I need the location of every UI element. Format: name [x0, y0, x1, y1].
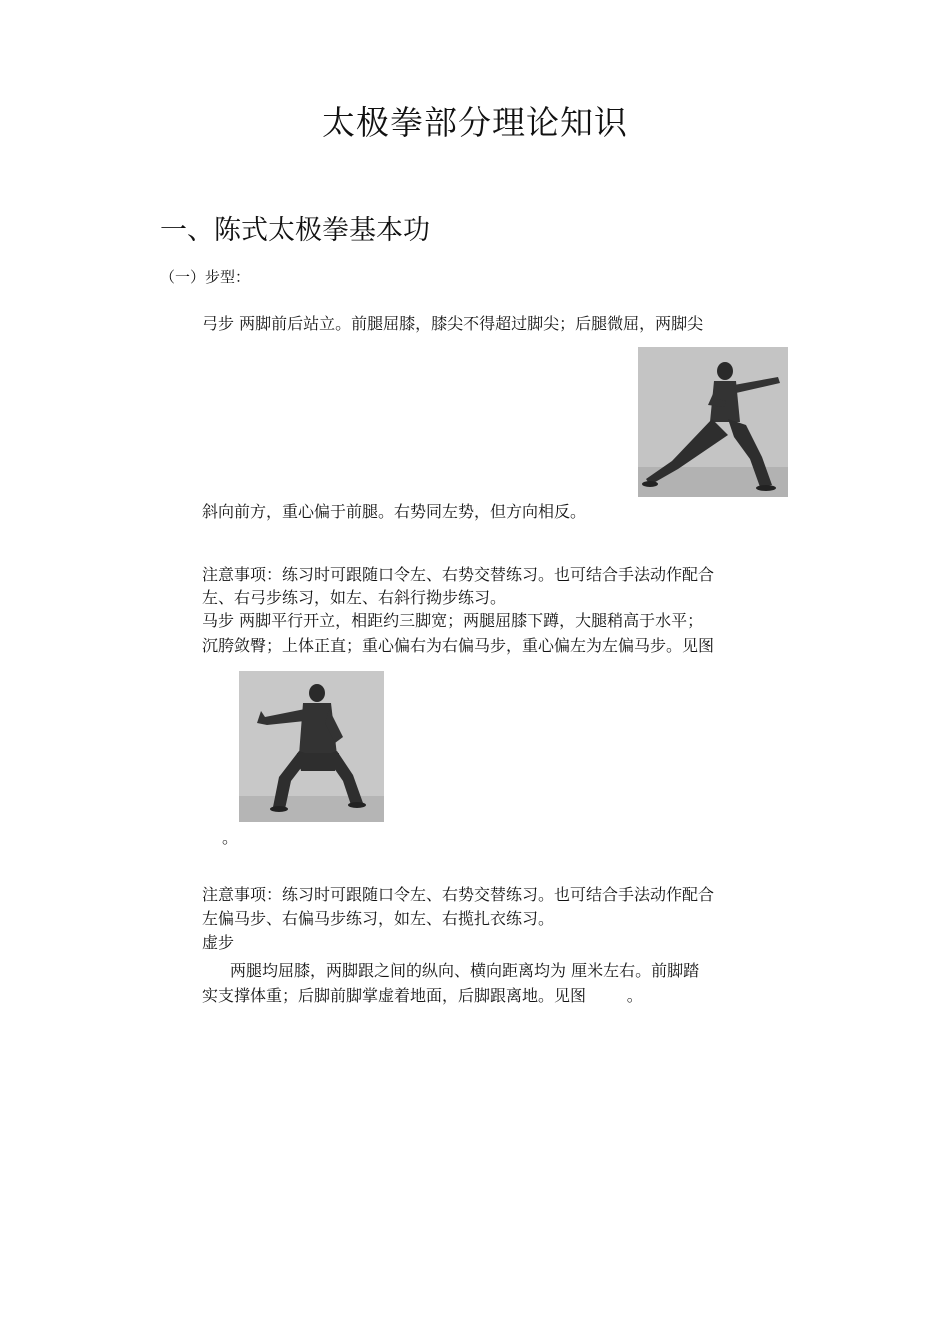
gongbu-note-1: 注意事项：练习时可跟随口令左、右势交替练习。也可结合手法动作配合 — [202, 565, 715, 584]
mabu-line-1: 马步 两脚平行开立，相距约三脚宽；两腿屈膝下蹲，大腿稍高于水平； — [202, 611, 704, 630]
gongbu-photo — [638, 347, 788, 497]
gongbu-figure-image — [638, 347, 788, 497]
xubu-line-1: 两腿均屈膝，两脚跟之间的纵向、横向距离均为 厘米左右。前脚踏 — [230, 961, 700, 980]
xubu-label: 虚步 — [202, 933, 235, 952]
mabu-note-2: 左偏马步、右偏马步练习，如左、右揽扎衣练习。 — [202, 909, 555, 928]
gongbu-line-1: 弓步 两脚前后站立。前腿屈膝，膝尖不得超过脚尖；后腿微屈，两脚尖 — [202, 314, 704, 333]
mabu-end-punct: 。 — [222, 828, 239, 847]
subsection-heading: （一）步型： — [160, 268, 251, 286]
mabu-figure-image — [239, 671, 384, 822]
gongbu-note-2: 左、右弓步练习，如左、右斜行拗步练习。 — [202, 588, 507, 607]
xubu-line-2: 实支撑体重；后脚前脚掌虚着地面，后脚跟离地。见图 。 — [202, 986, 643, 1005]
gongbu-line-2: 斜向前方，重心偏于前腿。右势同左势，但方向相反。 — [202, 502, 587, 521]
page-title: 太极拳部分理论知识 — [322, 103, 628, 142]
mabu-note-1: 注意事项：练习时可跟随口令左、右势交替练习。也可结合手法动作配合 — [202, 885, 715, 904]
mabu-line-2: 沉胯敛臀；上体正直；重心偏右为右偏马步，重心偏左为左偏马步。见图 — [202, 636, 715, 655]
section-heading: 一、陈式太极拳基本功 — [160, 215, 430, 246]
mabu-photo — [239, 671, 384, 822]
